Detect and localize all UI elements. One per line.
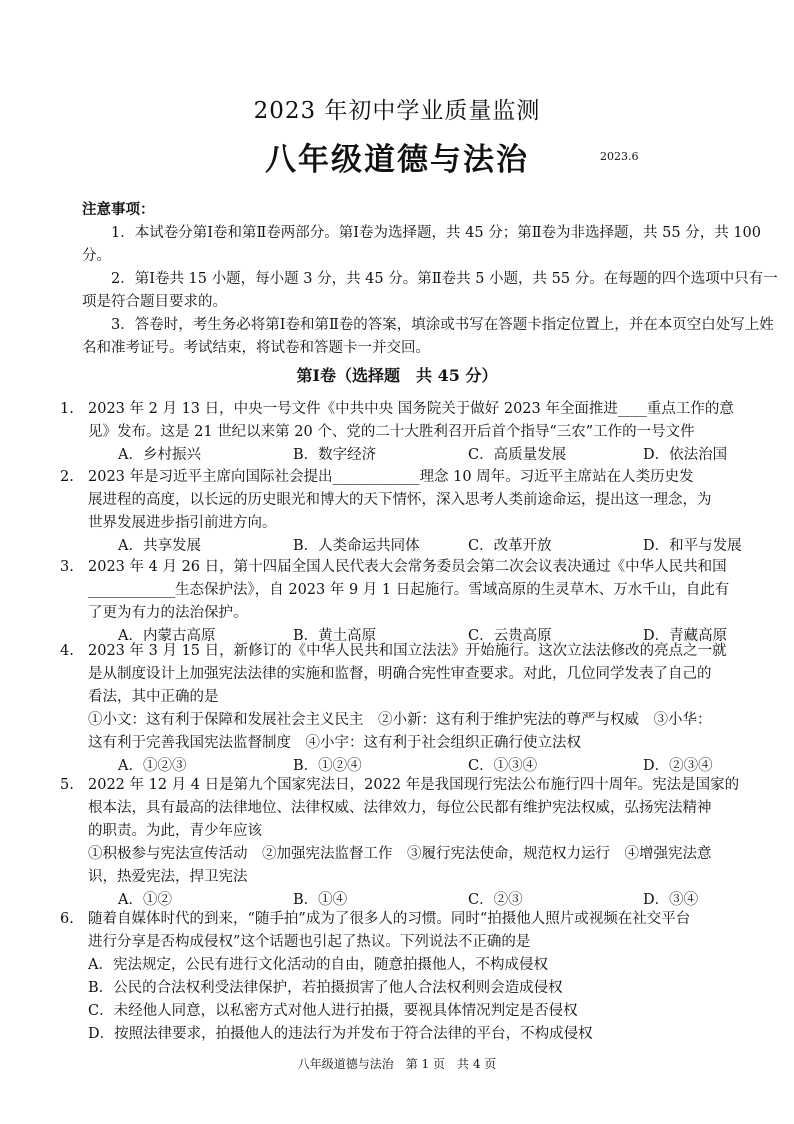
question-stem-line: 展进程的高度，以长远的历史眼光和博大的天下情怀，深入思考人类前途命运，提出这一理念，为 [88, 492, 712, 508]
question-stem-line: ____________生态保护法》，自 2023 年 9 月 1 日起施行。雪域高原的生灵草木、万水千山，自此有 [88, 582, 730, 598]
question-5 [60, 774, 788, 912]
notice-list [82, 222, 782, 360]
option-d: D．②③④ [643, 758, 713, 774]
question-statement: ①积极参与宪法宣传活动 ②加强宪法监督工作 ③履行宪法使命，规范权力运行 ④增强宪法意 [88, 846, 712, 862]
question-stem-line: 的职责。为此，青少年应该 [88, 823, 262, 839]
notice-heading: 注意事项： [82, 201, 155, 218]
option-c: C．①③④ [468, 758, 538, 774]
question-stem-line: 2023 年 3 月 15 日，新修订的《中华人民共和国立法法》开始施行。这次立法法修改的亮点之一就 [88, 643, 727, 659]
option-a: A．共享发展 [118, 538, 201, 554]
question-statement: ①小文：这有利于保障和发展社会主义民主 ②小新：这有利于维护宪法的尊严与权威 ③小华： [88, 712, 712, 728]
option-d: D．依法治国 [643, 447, 728, 463]
question-statement: 识，热爱宪法，捍卫宪法 [88, 869, 248, 885]
notice-item: 3．答卷时，考生务必将第Ⅰ卷和第Ⅱ卷的答案，填涂或书写在答题卡指定位置上，并在本页空白处写上姓名和准考证号。考试结束，将试卷和答题卡一并交回。 [82, 317, 774, 356]
question-number: 3. [60, 559, 74, 575]
option-b: B．公民的合法权利受法律保护，若拍摄损害了他人合法权利则会造成侵权 [88, 980, 563, 996]
option-d: D．青藏高原 [643, 628, 728, 644]
option-d: D．③④ [643, 892, 699, 908]
question-stem-line: 世界发展进步指引前进方向。 [88, 515, 277, 531]
notice-item: 1．本试卷分第Ⅰ卷和第Ⅱ卷两部分。第Ⅰ卷为选择题，共 45 分；第Ⅱ卷为非选择题，共 55 分，共 100 分。 [82, 225, 762, 264]
option-a: A．内蒙古高原 [118, 628, 216, 644]
question-stem-line: 看法，其中正确的是 [88, 689, 219, 705]
option-c: C．改革开放 [468, 538, 552, 554]
option-b: B．人类命运共同体 [293, 538, 420, 554]
page-footer: 八年级道德与法治 第 1 页 共 4 页 [297, 1057, 497, 1071]
question-number: 6. [60, 911, 74, 927]
question-stem-line: 见》发布。这是 21 世纪以来第 20 个、党的二十大胜利召开后首个指导“三农”工作的一号文件 [88, 424, 695, 440]
option-b: B．黄土高原 [293, 628, 377, 644]
question-stem-line: 2023 年 2 月 13 日，中央一号文件《中共中央 国务院关于做好 2023 年全面推进____重点工作的意 [88, 401, 734, 417]
question-stem-line: 2023 年 4 月 26 日，第十四届全国人民代表大会常务委员会第二次会议表决通过《中华人民共和国 [88, 559, 727, 575]
option-a: A．①② [118, 892, 172, 908]
question-4 [60, 640, 788, 778]
question-statement: 这有利于完善我国宪法监督制度 ④小宇：这有利于社会组织正确行使立法权 [88, 735, 581, 751]
question-stem-line: 是从制度设计上加强宪法法律的实施和监督，明确合宪性审查要求。对此，几位同学发表了自己的 [88, 666, 712, 682]
question-number: 2. [60, 469, 74, 485]
option-b: B．①④ [293, 892, 348, 908]
notice-item: 2．第Ⅰ卷共 15 小题，每小题 3 分，共 45 分。第Ⅱ卷共 5 小题，共 55 分。在每题的四个选项中只有一项是符合题目要求的。 [82, 271, 778, 310]
option-d: D．按照法律要求，拍摄他人的违法行为并发布于符合法律的平台，不构成侵权 [88, 1026, 593, 1042]
exam-title: 2023 年初中学业质量监测 [253, 98, 541, 124]
question-stem-line: 2023 年是习近平主席向国际社会提出____________理念 10 周年。习近平主席站在人类历史发 [88, 469, 694, 485]
option-b: B．①②④ [293, 758, 362, 774]
option-d: D．和平与发展 [643, 538, 742, 554]
section-title: 第Ⅰ卷（选择题 共 45 分） [296, 366, 498, 385]
question-6 [60, 908, 788, 1046]
option-a: A．①②③ [118, 758, 187, 774]
question-2 [60, 466, 788, 558]
question-stem-line: 了更为有力的法治保护。 [88, 605, 248, 621]
exam-date: 2023.6 [600, 150, 639, 163]
question-number: 1. [60, 401, 74, 417]
question-number: 5. [60, 777, 74, 793]
option-c: C．未经他人同意，以私密方式对他人进行拍摄，要视具体情况判定是否侵权 [88, 1003, 578, 1019]
option-c: C．云贵高原 [468, 628, 552, 644]
option-a: A．乡村振兴 [118, 447, 201, 463]
question-number: 4. [60, 643, 74, 659]
option-c: C．高质量发展 [468, 447, 567, 463]
question-stem-line: 根本法，具有最高的法律地位、法律权威、法律效力，每位公民都有维护宪法权威，弘扬宪法精神 [88, 800, 712, 816]
question-3 [60, 556, 788, 648]
question-stem-line: 2022 年 12 月 4 日是第九个国家宪法日，2022 年是我国现行宪法公布施行四十周年。宪法是国家的 [88, 777, 740, 793]
subject-title: 八年级道德与法治 [265, 142, 529, 178]
question-stem-line: 随着自媒体时代的到来，“随手拍”成为了很多人的习惯。同时“拍摄他人照片或视频在社交平台 [88, 911, 691, 927]
question-stem-line: 进行分享是否构成侵权”这个话题也引起了热议。下列说法不正确的是 [88, 934, 531, 950]
option-b: B．数字经济 [293, 447, 377, 463]
option-c: C．②③ [468, 892, 523, 908]
question-1 [60, 398, 788, 467]
option-a: A．宪法规定，公民有进行文化活动的自由，随意拍摄他人，不构成侵权 [88, 957, 548, 973]
